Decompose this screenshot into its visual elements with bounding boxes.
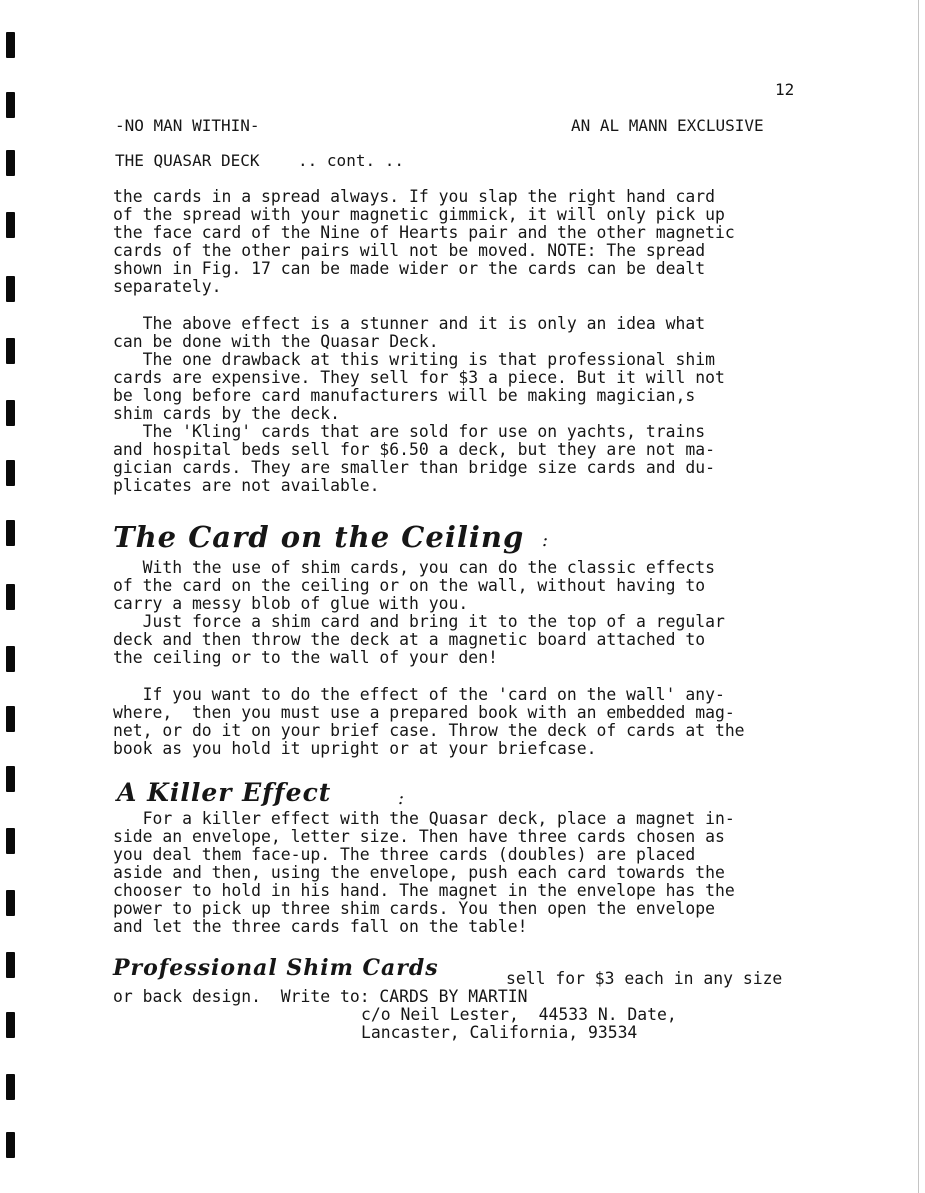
binder-mark [6,92,15,118]
paragraph-killer-effect: For a killer effect with the Quasar deck, place a magnet in- side an envelope, letter size. Then have three cards chosen as you deal them face-up. The three cards (doubles) are placed aside and then, using the envelope, push each card towards the chooser to hold in his hand. The magnet in the envelope has the power to pick up three shim cards. You then open the envelope and let the three cards fall on the table! [113,809,735,936]
heading-card-on-ceiling: The Card on the Ceiling [113,520,525,554]
running-header-right: AN AL MANN EXCLUSIVE [571,116,764,135]
heading-colon: : [542,530,549,551]
binder-mark [6,1132,15,1158]
address-line-1: c/o Neil Lester, 44533 N. Date, [361,1005,677,1024]
shim-cards-price-text: sell for $3 each in any size [506,969,783,988]
paragraph-card-on-wall: If you want to do the effect of the 'card on the wall' any- where, then you must use a prepared book with an embedded mag- net, or do it on your brief case. Throw the deck of cards at the book as you hold it upright or at your briefcase. [113,685,745,758]
binder-mark [6,584,15,610]
binder-mark [6,890,15,916]
binder-mark [6,32,15,58]
binder-mark [6,828,15,854]
binder-mark [6,400,15,426]
binder-mark [6,766,15,792]
binder-mark [6,276,15,302]
binder-marks [0,0,20,1193]
binder-mark [6,150,15,176]
binder-mark [6,952,15,978]
heading-killer-effect: A Killer Effect [117,778,332,807]
page-number: 12 [775,80,795,99]
running-header-left: -NO MAN WITHIN- [115,116,260,135]
section-title: THE QUASAR DECK .. cont. .. [115,151,404,170]
binder-mark [6,646,15,672]
paragraph-ceiling-effect: With the use of shim cards, you can do the classic effects of the card on the ceiling or on the wall, without having to carry a messy blob of glue with you. Just force a shim card and bring it to the top of a regular deck and then throw the deck at a magnetic board attached to the ceiling or to the wall of your den! [113,558,725,667]
binder-mark [6,1074,15,1100]
heading-colon: : [398,788,405,809]
paragraph-shim-cards: The above effect is a stunner and it is only an idea what can be done with the Quasar Deck. The one drawback at this writing is that professional shim cards are expensive. They sell for $3 a piece. But it will not be long before card manufacturers will be making magician,s shim cards by the deck. The 'Kling' cards that are sold for use on yachts, trains and hospital beds sell for $6.50 a deck, but they are not ma- gician cards. They are smaller than bridge size cards and du- plicates are not available. [113,314,725,495]
heading-professional-shim-cards: Professional Shim Cards [113,955,439,981]
binder-mark [6,1012,15,1038]
shim-cards-order-text: or back design. Write to: CARDS BY MARTIN [113,987,528,1006]
paragraph-spread: the cards in a spread always. If you slap the right hand card of the spread with your magnetic gimmick, it will only pick up the face card of the Nine of Hearts pair and the other magnetic cards of the other pairs will not be moved. NOTE: The spread shown in Fig. 17 can be made wider or the cards can be dealt separately. [113,187,735,296]
binder-mark [6,706,15,732]
page-edge-line [918,0,919,1193]
binder-mark [6,520,15,546]
address-line-2: Lancaster, California, 93534 [361,1023,638,1042]
binder-mark [6,460,15,486]
binder-mark [6,212,15,238]
binder-mark [6,338,15,364]
